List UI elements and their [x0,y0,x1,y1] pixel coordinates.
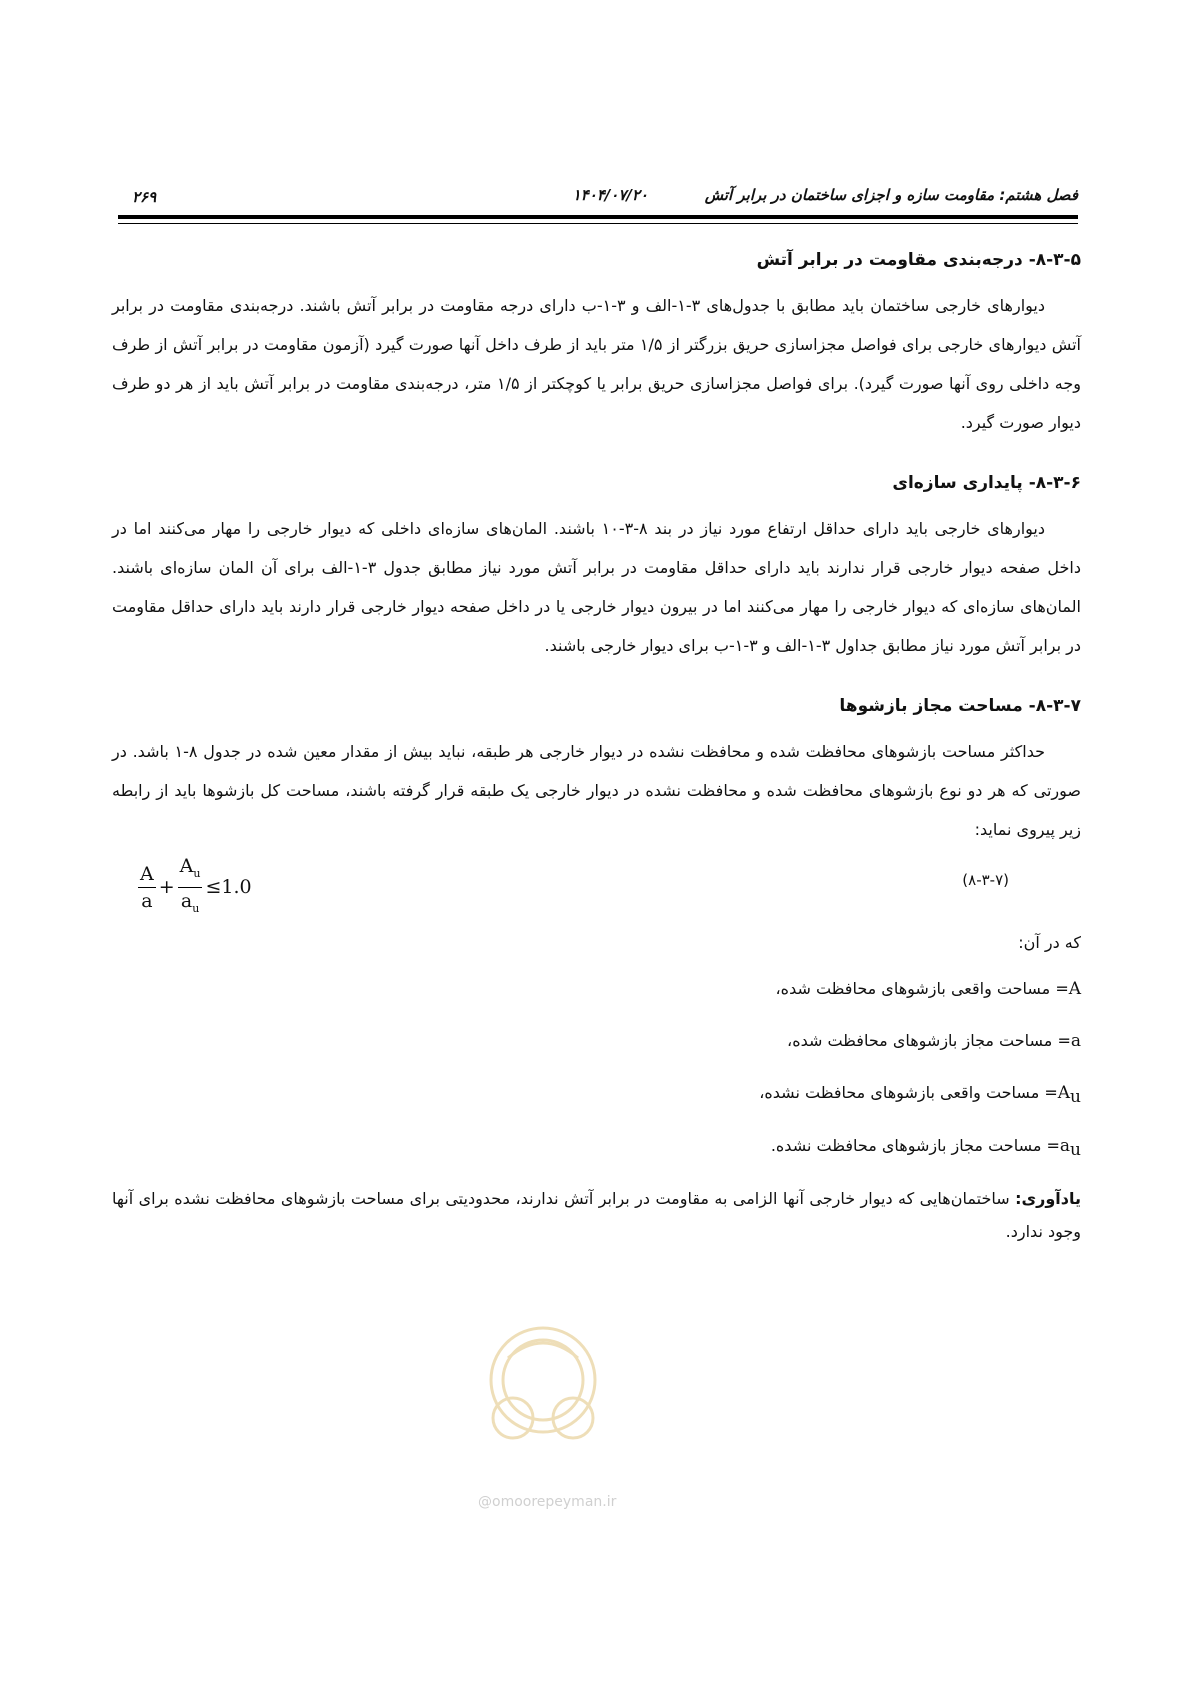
section-paragraph: حداکثر مساحت بازشوهای محافظت شده و محافظت نشده در دیوار خارجی هر طبقه، نباید بیش از مقدار معین شده در جدول ۸-۱ باشد. در صورتی که هر دو نوع بازشوهای محافظت شده و محافظت نشده در دیوار خارجی یک طبقه قرار گرفته باشند، مساحت کل بازشوها باید از رابطه زیر پیروی نماید: [112,742,1081,839]
definition-item: $a_u=$ مساحت مجاز بازشوهای محافظت نشده. [770,1135,1081,1160]
section-heading: ۸-۳-۷- مساحت مجاز بازشوها [839,696,1081,716]
note-label: یادآوری: [1015,1188,1081,1208]
equation: $\frac{A}{a}$ + $\frac{A_u}{a_u}$ ≤1.0 [138,855,255,920]
fraction: $\frac{A_u}{a_u}$ [179,855,201,915]
section-paragraph: دیوارهای خارجی باید دارای حداقل ارتفاع مورد نیاز در بند ۸-۳-۱۰ باشند. المان‌های سازه‌ای داخلی که دیوار خارجی را مهار می‌کنند اما در داخل صفحه دیوار خارجی قرار ندارند باید دارای حداقل مقاومت در برابر آتش مورد نیاز مطابق جدول ۳-۱-الف برای آن المان سازه‌ای باشند. المان‌های سازه‌ای که دیوار خارجی را مهار می‌کنند اما در بیرون دیوار خارجی یا در داخل صفحه دیوار خارجی قرار دارند باید دارای حداقل مقاومت در برابر آتش مورد نیاز مطابق جداول ۳-۱-الف و ۳-۱-ب برای دیوار خارجی باشند. [112,519,1081,655]
watermark-logo-icon [468,1318,618,1462]
fraction: $\frac{A}{a}$ [140,862,154,912]
definition-item: $A_u=$ مساحت واقعی بازشوهای محافظت نشده، [759,1083,1081,1108]
section-paragraph: دیوارهای خارجی ساختمان باید مطابق با جدول‌های ۳-۱-الف و ۳-۱-ب دارای درجه مقاومت در برابر آتش باشند. درجه‌بندی مقاومت در برابر آتش دیوارهای خارجی برای فواصل مجزاسازی حریق بزرگتر از ۱/۵ متر باید از طرف داخل آنها صورت گیرد (آزمون مقاومت در برابر آتش از طرف وجه داخلی روی آنها صورت گیرد). برای فواصل مجزاسازی حریق برابر یا کوچکتر از ۱/۵ متر، درجه‌بندی مقاومت در برابر آتش باید از هر دو طرف دیوار صورت گیرد. [112,296,1081,432]
equation-number: (۸-۳-۷) [962,871,1009,889]
equation-row [112,849,1081,921]
definitions-intro: که در آن: [1018,933,1081,952]
page-body [112,246,1081,1248]
note-paragraph: یادآوری: ساختمان‌هایی که دیوار خارجی آنها الزامی به مقاومت در برابر آتش ندارند، محدودیتی برای مساحت بازشوهای محافظت نشده برای آنها وجود ندارد. [112,1188,1081,1241]
section-heading: ۸-۳-۵- درجه‌بندی مقاومت در برابر آتش [756,250,1081,270]
header-rule-thin [118,223,1078,224]
definition-item: a= مساحت مجاز بازشوهای محافظت شده، [787,1031,1081,1052]
watermark-site: @omoorepeyman.ir [478,1494,617,1510]
section-heading: ۸-۳-۶- پایداری سازه‌ای [892,473,1081,493]
header-rule-thick [118,215,1078,219]
header-date: ۱۴۰۴/۰۷/۲۰ [572,186,648,204]
chapter-title: فصل هشتم: مقاومت سازه و اجزای ساختمان در برابر آتش [704,186,1078,204]
definition-item: A= مساحت واقعی بازشوهای محافظت شده، [775,979,1081,999]
page-number: ۲۶۹ [132,188,157,206]
page-header [118,186,1078,206]
